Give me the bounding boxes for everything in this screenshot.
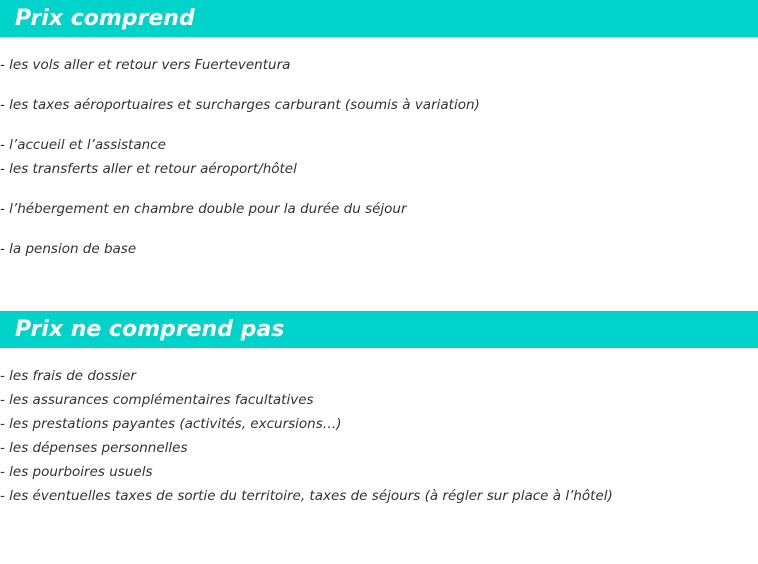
list-item: - les transferts aller et retour aéroport/hôtel <box>0 161 297 177</box>
list-item: - les pourboires usuels <box>0 464 153 480</box>
list-item: - les assurances complémentaires facultatives <box>0 392 314 408</box>
list-item: - les prestations payantes (activités, excursions…) <box>0 416 342 432</box>
list-item: - les taxes aéroportuaires et surcharges carburant (soumis à variation) <box>0 97 480 113</box>
list-item: - les éventuelles taxes de sortie du territoire, taxes de séjours (à régler sur place à l’hôtel) <box>0 488 613 504</box>
list-item: - les frais de dossier <box>0 368 136 384</box>
list-item: - la pension de base <box>0 241 137 257</box>
section-header-included <box>0 0 758 37</box>
list-item: - l’accueil et l’assistance <box>0 137 166 153</box>
list-item: - l’hébergement en chambre double pour la durée du séjour <box>0 201 407 217</box>
list-item: - les vols aller et retour vers Fuerteventura <box>0 57 291 73</box>
section-header-not-included <box>0 311 758 348</box>
section-title-included: Prix comprend <box>15 6 195 31</box>
section-title-not-included: Prix ne comprend pas <box>15 317 285 342</box>
list-item: - les dépenses personnelles <box>0 440 188 456</box>
